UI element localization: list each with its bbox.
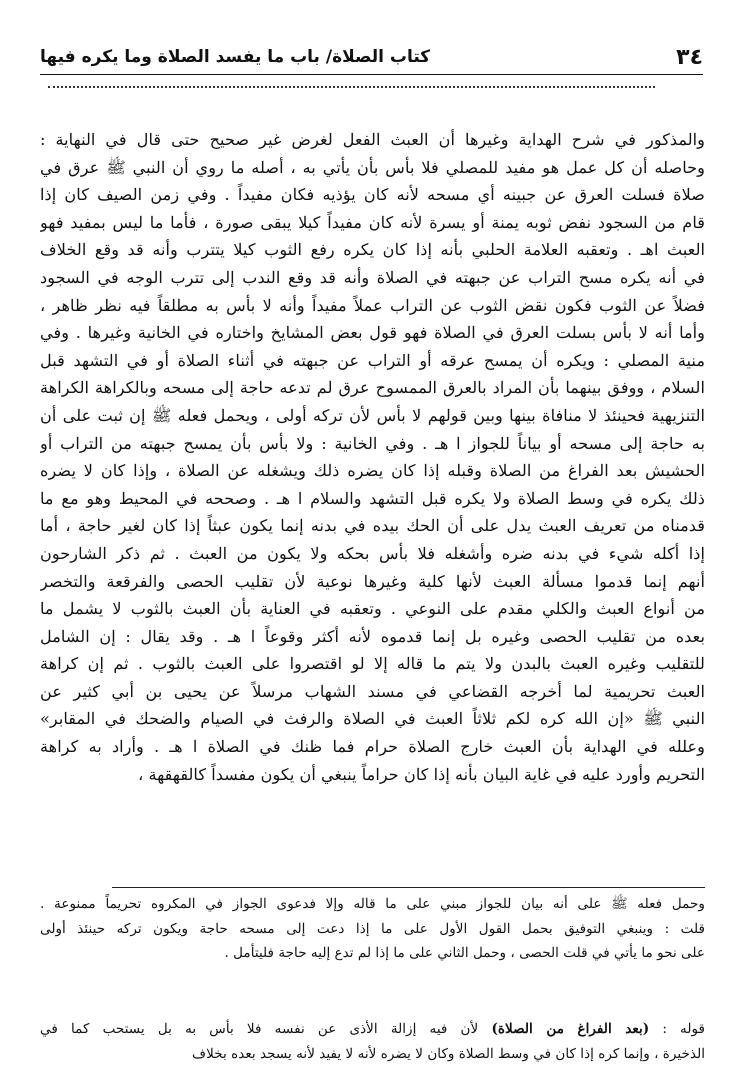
text-line: وحاصله أن كل عمل هو مفيد للمصلي فلا بأس بأن يأتي به ، أصله ما روي أن النبي ﷺ عرق في [40,157,705,177]
main-text [40,126,705,788]
page-header [40,40,703,75]
text-line: في أنه يكره مسح التراب عن جبهته في الصلاة وأنه قد وقع الندب إلى تترب الوجه في السجود [40,267,705,287]
text-line: التحريم وأورد عليه في غاية البيان بأنه إذا كان حراماً ينبغي أن يكون مفسداً كالقهقهة ، [138,764,705,784]
text-line: إذا أكله شيء في بدنه ضره وأشغله فلا بأس بحكه ولا يكون من العبث . ثم ذكر الشارحون [40,543,705,563]
text-line: فضلاً عن الثوب فكون نقض الثوب عن التراب عملاً مفيداً وأنه لا بأس به مطلقاً فيه نظر ظاهر ، [40,295,705,315]
text-line: بعده من تقليب الحصى وغيره بل إنما قدموه لأنه أكثر وقوعاً ا هـ . وقد يقال : إن الشامل [40,626,705,646]
text-line: ذلك يكره في وسط الصلاة ولا يكره قبل التشهد والسلام ا هـ . وصححه في المحيط وهو مع ما [40,488,705,508]
footnote-block-2 [40,1017,705,1066]
footnote-line: على نحو ما يأتي في قلت الحصى ، وحمل الثاني على ما إذا لم تدع إليه حاجة فليتأمل . [224,945,705,961]
footnote-prefix: قوله : [649,1021,705,1037]
text-line: من أنواع العبث والكلي مقدم على النوعي . وتعقبه في العناية بأن العبث بالثوب لا يشمل ما [40,599,705,619]
text-line: وأما أنه لا بأس بسلت العرق في الصلاة فهو قول بعض المشايخ واختاره في الخانية وغيرها . وفي [40,323,705,343]
footnote-line: قلت : وينبغي التوفيق بحمل القول الأول على ما إذا دعت إلى مسحه حاجة ويكون تركه حينئذ أولى [40,920,705,937]
text-line: به حاجة إلى مسحه أو بياناً للجواز ا هـ . وفي الخانية : ولا بأس بأن يمسح جبهته من التراب أو [40,433,705,453]
text-line: للتقليب وغيره العبث بالبدن ولا يتم ما قاله إلا لو اقتصروا على العبث بالثوب . ثم إن كراهة [40,654,705,674]
dotted-separator [48,86,655,88]
footnote-block-1 [40,892,705,966]
text-line: صلاة فسلت العرق عن جبينه أي مسحه لأنه كان يؤذيه فكان مفيداً . وفي زمن الصيف كان إذا [40,185,705,205]
text-line: أنهم إنما قدموا مسألة العبث لأنها كلية وغيرها نوعية لأن تقليب الحصى والفرقعة والتخصر [40,571,705,591]
text-line: والمذكور في شرح الهداية وغيرها أن العبث الفعل لغرض غير صحيح حتى قال في النهاية : [40,130,705,149]
text-line: قدمناه من تعريف العبث يدل على أن الحك بيده في بدنه إنما يكون عبثاً إذا كان لغير حاجة ، أما [40,516,705,536]
footnote-line: وحمل فعله ﷺ على أنه بيان للجواز مبني على ما قاله وإلا فدعوى الجواز في المكروه تحريماً ممنوعة . [40,896,705,912]
text-line: العبث تحريمية لما أخرجه القضاعي في مسند الشهاب مرسلاً عن يحيى بن أبي كثير عن [40,681,705,701]
text-line: النبي ﷺ «إن الله كره لكم ثلاثاً العبث في الصلاة والرفث في الصيام والضحك في المقابر» [40,709,705,729]
footnote-line: الذخيرة ، وإنما كره إذا كان في وسط الصلاة وكان لا يضره لأنه لا يفيد لأنه يسجد بعده بخلاف [192,1045,705,1062]
footnote-text: لأن فيه إزالة الأذى عن نفسه فلا بأس به بل يستحب كما في [40,1021,492,1037]
text-line: قام من السجود نفض ثوبه يمنة أو يسرة لأنه كان مفيداً كيلا يبقى صورة ، فأما ما ليس بمفيد فهو [40,212,705,232]
footnote-line [40,1017,705,1042]
footnote-separator [112,887,705,888]
text-line: منية المصلي : ويكره أن يمسح عرقه أو التراب عن جبهته في أثناء الصلاة أو في التشهد قبل [40,350,705,370]
running-title: كتاب الصلاة/ باب ما يفسد الصلاة وما يكره فيها [40,47,431,67]
footnote-term: (بعد الفراغ من الصلاة) [491,1021,650,1037]
text-line: الحشيش بعد الفراغ من الصلاة وقبله إذا كان يضره ذلك ويشغله عن الصلاة ، وإذا كان لا يضره [40,461,705,481]
text-line: العبث اهـ . وتعقبه العلامة الحلبي بأنه إذا كان يكره رفع الثوب كيلا يتترب وأنه قد وقع الخلاف [40,240,705,260]
text-line: وعلله في الهداية بأن العبث خارج الصلاة حرام فما ظنك في الصلاة ا هـ . وأراد به كراهة [40,737,705,757]
page-number: ٣٤ [676,44,703,70]
text-line: التنزيهية فحينئذ لا منافاة بينها وبين قولهم لا بأس لأن تركه أولى ، ويحمل فعله ﷺ إن ثبت على أن [40,405,705,425]
text-line: السلام ، ووفق بينهما بأن المراد بالعرق الممسوح عرق لم تدعه حاجة إلى مسحه وبالكراهة الكراهة [40,378,705,398]
